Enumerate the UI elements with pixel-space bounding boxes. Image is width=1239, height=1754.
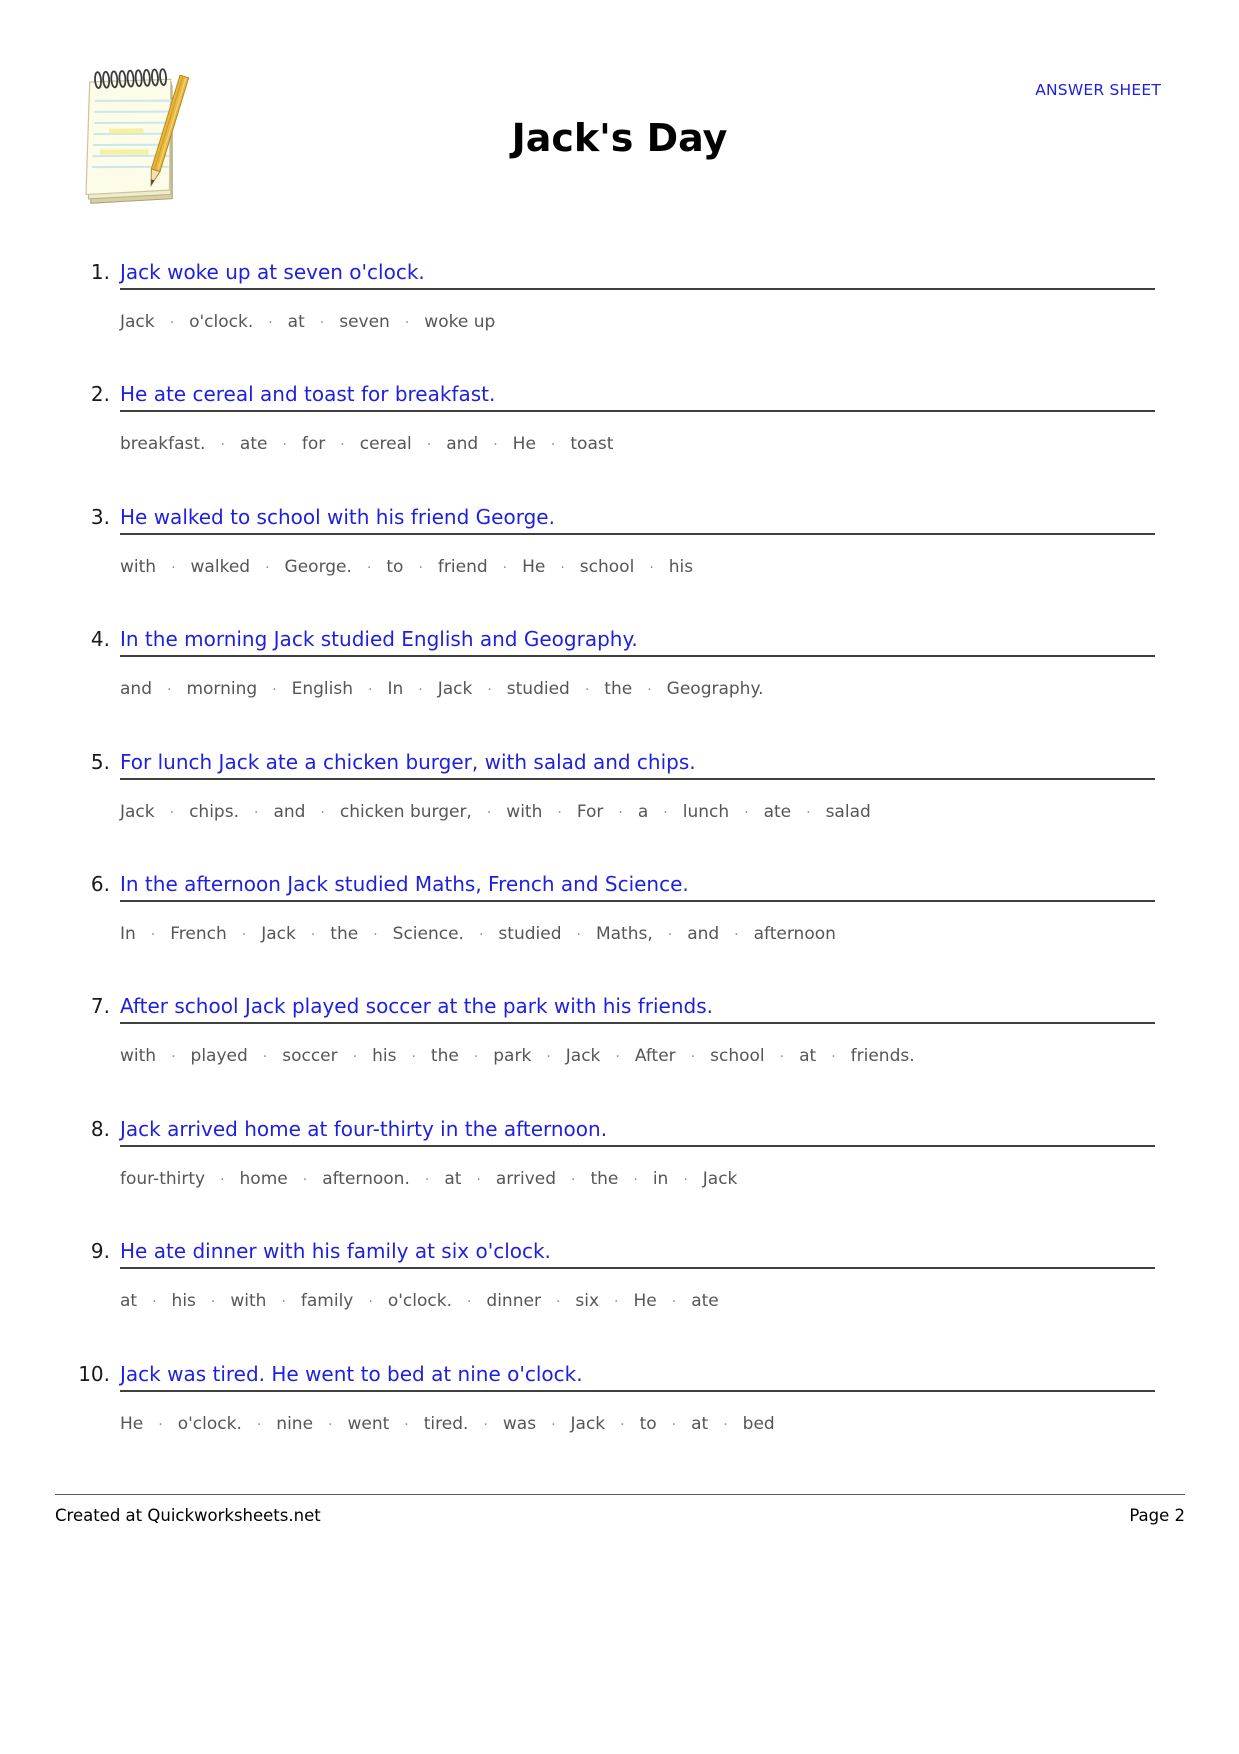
word: the [430, 1046, 459, 1067]
answer-row [0, 1117, 1239, 1147]
word-separator: · [551, 1416, 556, 1433]
answer-row [0, 1239, 1239, 1269]
word: toast [570, 434, 614, 455]
word-separator: · [210, 1294, 216, 1311]
word: Jack [565, 1046, 601, 1067]
question-item [0, 994, 1239, 1066]
word: with [120, 556, 157, 577]
word: walked [190, 556, 251, 577]
word: with [230, 1291, 267, 1312]
word: morning [186, 679, 258, 700]
word: tired. [423, 1413, 469, 1434]
word: bed [742, 1413, 775, 1434]
question-number: 6. [90, 871, 110, 896]
word: Jack [261, 923, 296, 944]
word-separator: · [571, 1171, 576, 1188]
word: ate [239, 434, 268, 455]
word-separator: · [779, 1049, 785, 1066]
word-bank [120, 1414, 1155, 1434]
word-separator: · [683, 1171, 688, 1188]
answer-text: For lunch Jack ate a chicken burger, with salad and chips. [120, 750, 1155, 780]
word-bank [120, 434, 1155, 454]
word: nine [276, 1413, 314, 1434]
answer-text: After school Jack played soccer at the park with his friends. [120, 994, 1155, 1024]
word: four-thirty [120, 1168, 206, 1189]
word: and [687, 923, 720, 944]
word-bank [120, 679, 1155, 699]
word-separator: · [615, 1049, 620, 1066]
answer-row [0, 627, 1239, 657]
answer-sheet-label: ANSWER SHEET [1035, 81, 1161, 99]
word-separator: · [272, 682, 277, 699]
word: and [446, 434, 479, 455]
word-separator: · [404, 1416, 409, 1433]
word-bank [120, 1291, 1155, 1311]
word: arrived [495, 1168, 557, 1189]
word: seven [339, 312, 390, 332]
word: Jack [120, 801, 155, 822]
word: ate [763, 801, 792, 822]
word: with [506, 801, 543, 822]
word-separator: · [555, 1294, 561, 1311]
word: went [347, 1413, 390, 1434]
word-separator: · [220, 1171, 225, 1188]
word: French [170, 923, 227, 944]
question-item [0, 505, 1239, 577]
word-separator: · [265, 559, 270, 576]
question-number: 4. [90, 627, 110, 652]
word-separator: · [418, 559, 423, 576]
word: his [668, 556, 694, 577]
page-footer [55, 1494, 1185, 1525]
word-separator: · [426, 437, 432, 454]
word: He [120, 1413, 144, 1434]
word-separator: · [310, 926, 316, 943]
word: and [273, 801, 306, 822]
word: at [444, 1168, 462, 1189]
answer-row [0, 505, 1239, 535]
word-separator: · [158, 1416, 163, 1433]
word-separator: · [483, 1416, 488, 1433]
word: friends. [850, 1046, 915, 1067]
answer-row [0, 260, 1239, 290]
word: at [287, 312, 305, 332]
word: He [522, 556, 546, 577]
answer-row [0, 1362, 1239, 1392]
word-separator: · [169, 804, 175, 821]
word-separator: · [576, 926, 581, 943]
word: dinner [486, 1291, 541, 1312]
answer-text: In the afternoon Jack studied Maths, French and Science. [120, 872, 1155, 902]
word: home [239, 1168, 288, 1189]
word: woke up [424, 312, 496, 332]
word-separator: · [171, 559, 176, 576]
word-separator: · [282, 437, 287, 454]
word: English [291, 679, 353, 700]
word: o'clock. [387, 1291, 452, 1312]
word-separator: · [220, 437, 225, 454]
word-separator: · [649, 559, 654, 576]
questions-list [0, 260, 1239, 1484]
word: soccer [282, 1046, 338, 1067]
word-separator: · [663, 804, 668, 821]
word: to [386, 556, 404, 577]
word: George. [284, 556, 352, 577]
word-separator: · [262, 1049, 268, 1066]
question-number: 1. [90, 260, 110, 284]
word: with [120, 1046, 157, 1067]
word: chicken burger, [339, 801, 472, 822]
word-bank [120, 1169, 1155, 1189]
word: his [372, 1046, 397, 1067]
word: at [120, 1291, 138, 1312]
word: friend [437, 556, 488, 577]
word-separator: · [478, 926, 484, 943]
word-separator: · [647, 682, 652, 699]
word: o'clock. [177, 1413, 242, 1434]
word: in [652, 1168, 669, 1189]
word: park [493, 1046, 532, 1067]
word: afternoon [753, 923, 836, 944]
word-separator: · [169, 315, 175, 331]
answer-row [0, 382, 1239, 412]
word-bank [120, 1046, 1155, 1066]
word: his [171, 1291, 196, 1312]
word: and [120, 679, 152, 700]
word-separator: · [152, 1294, 157, 1311]
word: studied [498, 923, 562, 944]
word: the [604, 679, 633, 700]
word-separator: · [493, 437, 498, 454]
word: chips. [189, 801, 239, 822]
word-separator: · [671, 1416, 677, 1433]
word-separator: · [734, 926, 739, 943]
question-number: 7. [90, 994, 110, 1019]
word-separator: · [253, 804, 259, 821]
answer-row [0, 872, 1239, 902]
answer-text: Jack arrived home at four-thirty in the afternoon. [120, 1117, 1155, 1147]
word-bank [120, 312, 1155, 332]
word: cereal [359, 434, 412, 455]
word-separator: · [150, 926, 156, 943]
word: six [575, 1291, 600, 1312]
question-item [0, 750, 1239, 822]
word-separator: · [281, 1294, 286, 1311]
word: at [799, 1046, 817, 1067]
page-title: Jack's Day [511, 116, 728, 160]
word-separator: · [404, 315, 410, 331]
word-separator: · [486, 804, 492, 821]
word-separator: · [584, 682, 590, 699]
word: at [691, 1413, 709, 1434]
word-separator: · [633, 1171, 638, 1188]
word-separator: · [424, 1171, 430, 1188]
question-number: 2. [90, 382, 110, 407]
word-bank [120, 802, 1155, 822]
word-separator: · [806, 804, 811, 821]
word-separator: · [550, 437, 556, 454]
word: breakfast. [120, 434, 206, 455]
word-separator: · [831, 1049, 836, 1066]
word: school [579, 556, 635, 577]
word-separator: · [256, 1416, 262, 1433]
answer-text: Jack woke up at seven o'clock. [120, 260, 1155, 290]
word: ate [691, 1291, 719, 1312]
footer-credit: Created at Quickworksheets.net [55, 1506, 321, 1525]
word: Jack [702, 1168, 738, 1189]
word: He [633, 1291, 657, 1312]
word-separator: · [340, 437, 345, 454]
word: Jack [570, 1413, 606, 1434]
word: After [634, 1046, 676, 1067]
word-separator: · [328, 1416, 333, 1433]
word-separator: · [723, 1416, 728, 1433]
word-bank [120, 924, 1155, 944]
word-separator: · [671, 1294, 677, 1311]
question-number: 9. [90, 1239, 110, 1264]
question-item [0, 627, 1239, 699]
question-item [0, 260, 1239, 332]
question-item [0, 1362, 1239, 1434]
question-number: 3. [90, 504, 110, 529]
word-separator: · [368, 1294, 373, 1311]
word-separator: · [476, 1171, 481, 1188]
word-separator: · [166, 682, 172, 699]
word: to [639, 1413, 657, 1434]
word-separator: · [352, 1049, 358, 1066]
word-separator: · [373, 926, 378, 943]
question-item [0, 1239, 1239, 1311]
word-separator: · [667, 926, 673, 943]
question-item [0, 872, 1239, 944]
word-separator: · [418, 682, 423, 699]
word: o'clock. [189, 312, 254, 332]
word-separator: · [319, 315, 325, 331]
word: a [637, 801, 649, 822]
word: was [502, 1413, 537, 1434]
word-separator: · [614, 1294, 619, 1311]
word-separator: · [690, 1049, 696, 1066]
word-separator: · [366, 559, 372, 576]
word: lunch [682, 801, 730, 822]
answer-text: Jack was tired. He went to bed at nine o'clock. [120, 1362, 1155, 1392]
word: Science. [392, 923, 464, 944]
answer-row [0, 994, 1239, 1024]
word-separator: · [502, 559, 508, 576]
word-separator: · [241, 926, 247, 943]
word: played [190, 1046, 248, 1067]
word-separator: · [618, 804, 623, 821]
word-separator: · [368, 682, 373, 699]
page-number: Page 2 [1129, 1506, 1185, 1525]
word-separator: · [546, 1049, 551, 1066]
answer-row [0, 750, 1239, 780]
word-bank [120, 557, 1155, 577]
word: school [710, 1046, 765, 1067]
word-separator: · [620, 1416, 625, 1433]
word-separator: · [557, 804, 562, 821]
word: studied [506, 679, 570, 700]
word: Geography. [666, 679, 764, 700]
word: Jack [437, 679, 473, 700]
word-separator: · [171, 1049, 176, 1066]
question-item [0, 1117, 1239, 1189]
word-separator: · [473, 1049, 479, 1066]
word: for [301, 434, 326, 455]
word: salad [825, 801, 871, 822]
word: afternoon. [322, 1168, 410, 1189]
word-separator: · [466, 1294, 472, 1311]
word: He [512, 434, 536, 455]
word: the [590, 1168, 619, 1189]
word: In [120, 923, 136, 944]
word-separator: · [411, 1049, 416, 1066]
word: Jack [120, 312, 155, 332]
answer-text: In the morning Jack studied English and Geography. [120, 627, 1155, 657]
word-separator: · [320, 804, 325, 821]
word: Maths, [595, 923, 653, 944]
word-separator: · [744, 804, 749, 821]
word-separator: · [268, 315, 273, 331]
answer-text: He ate dinner with his family at six o'clock. [120, 1239, 1155, 1269]
question-number: 10. [78, 1361, 110, 1386]
word: For [576, 801, 604, 822]
word-separator: · [302, 1171, 308, 1188]
answer-text: He walked to school with his friend George. [120, 505, 1155, 535]
question-number: 5. [90, 749, 110, 774]
word: family [300, 1291, 354, 1312]
question-item [0, 382, 1239, 454]
answer-text: He ate cereal and toast for breakfast. [120, 382, 1155, 412]
question-number: 8. [90, 1116, 110, 1141]
word: the [330, 923, 359, 944]
word: In [387, 679, 404, 700]
word-separator: · [560, 559, 565, 576]
word-separator: · [487, 682, 492, 699]
